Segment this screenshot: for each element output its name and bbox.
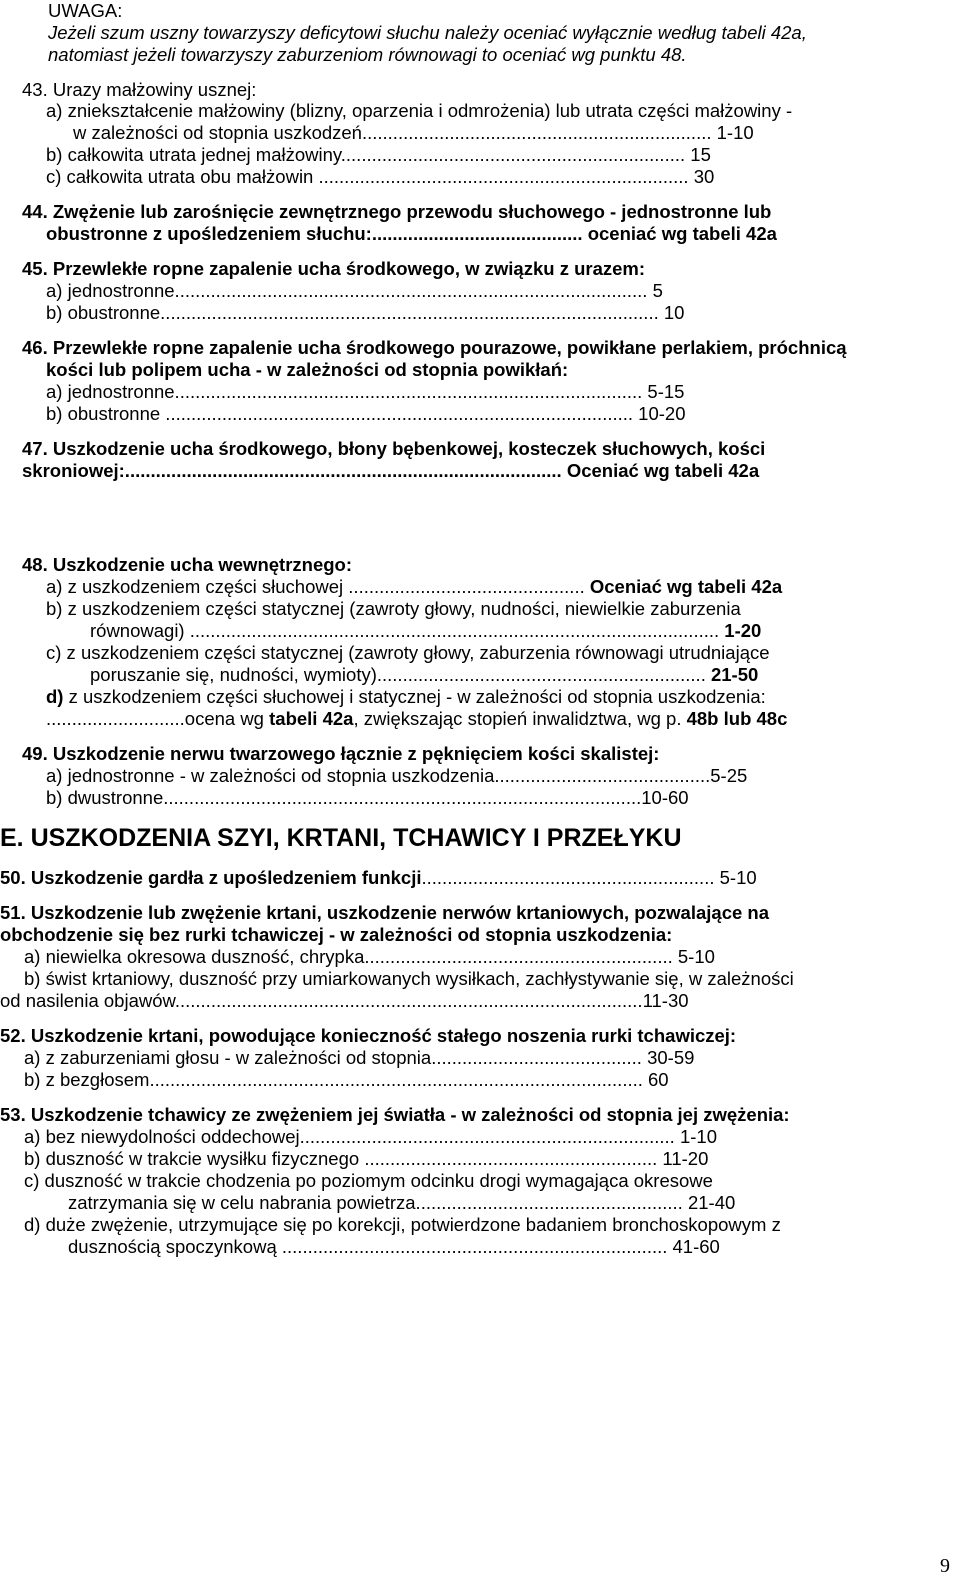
section-53-c-line-2: zatrzymania się w celu nabrania powietrza.................................................... 21-40	[68, 1192, 736, 1213]
section-43-c: c) całkowita utrata obu małżowin ........................................................................ 30	[46, 166, 715, 187]
section-53-title: 53. Uszkodzenie tchawicy ze zwężeniem jej światła - w zależności od stopnia jej zwężenia:	[0, 1104, 790, 1125]
page-number: 9	[940, 1555, 950, 1577]
section-48-d-label: d)	[46, 686, 64, 707]
section-50-dots: ......................................................... 5-10	[421, 867, 757, 888]
section-43-title: 43. Urazy małżowiny usznej:	[22, 79, 257, 100]
section-48-a-value: Oceniać wg tabeli 42a	[589, 576, 783, 597]
section-48-d-line-1	[46, 686, 766, 708]
section-53-b: b) duszność w trakcie wysiłku fizycznego ......................................................... 11-20	[24, 1148, 709, 1169]
section-48-c-line-2	[90, 664, 758, 686]
section-48-title: 48. Uszkodzenie ucha wewnętrznego:	[22, 554, 352, 575]
section-43-a-line-2: w zależności od stopnia uszkodzeń.................................................................... 1-10	[73, 122, 754, 143]
section-53-d-line-2: dusznością spoczynkową ........................................................................... 41-60	[68, 1236, 720, 1257]
chapter-e-heading: E. USZKODZENIA SZYI, KRTANI, TCHAWICY I PRZEŁYKU	[0, 824, 682, 852]
section-47-line-2: skroniowej:..................................................................................... Oceniać wg tabeli 42a	[22, 460, 760, 481]
section-48-c-line-1: c) z uszkodzeniem części statycznej (zawroty głowy, zaburzenia równowagi utrudniające	[46, 642, 770, 663]
section-48-d-line-2	[46, 708, 787, 730]
section-51-b-line-1: b) świst krtaniowy, duszność przy umiarkowanych wysiłkach, zachłystywanie się, w zależności	[24, 968, 794, 989]
section-52-title: 52. Uszkodzenie krtani, powodujące konieczność stałego noszenia rurki tchawiczej:	[0, 1025, 737, 1046]
section-48-d-lead: ...........................ocena wg	[46, 708, 270, 729]
section-52-a: a) z zaburzeniami głosu - w zależności od stopnia......................................... 30-59	[24, 1047, 695, 1068]
section-51-b-line-2: od nasilenia objawów...........................................................................................11-30	[0, 990, 689, 1011]
section-52-b: b) z bezgłosem................................................................................................ 60	[24, 1069, 669, 1090]
section-48-a	[46, 576, 782, 598]
section-49-b: b) dwustronne.............................................................................................10-60	[46, 787, 689, 808]
section-53-d-line-1: d) duże zwężenie, utrzymujące się po korekcji, potwierdzone badaniem bronchoskopowym z	[24, 1214, 781, 1235]
warning-line-1: Jeżeli szum uszny towarzyszy deficytowi słuchu należy oceniać wyłącznie według tabeli 42a,	[48, 22, 807, 43]
section-48-b-text: równowagi) .......................................................................................................	[90, 620, 725, 641]
section-45-title: 45. Przewlekłe ropne zapalenie ucha środkowego, w związku z urazem:	[22, 258, 646, 279]
section-49-a: a) jednostronne - w zależności od stopnia uszkodzenia..........................................5-25	[46, 765, 748, 786]
section-50-text: 50. Uszkodzenie gardła z upośledzeniem funkcji	[0, 867, 422, 888]
section-47-line-1: 47. Uszkodzenie ucha środkowego, błony bębenkowej, kosteczek słuchowych, kości	[22, 438, 766, 459]
section-53-a: a) bez niewydolności oddechowej......................................................................... 1-10	[24, 1126, 717, 1147]
section-46-line-2: kości lub polipem ucha - w zależności od stopnia powikłań:	[46, 359, 569, 380]
section-46-a: a) jednostronne........................................................................................... 5-15	[46, 381, 685, 402]
section-43-b: b) całkowita utrata jednej małżowiny................................................................... 15	[46, 144, 711, 165]
warning-line-2: natomiast jeżeli towarzyszy zaburzeniom równowagi to oceniać wg punktu 48.	[48, 44, 687, 65]
section-48-d-point-ref: 48b lub 48c	[686, 708, 788, 729]
section-50	[0, 867, 757, 889]
section-48-c-text: poruszanie się, nudności, wymioty)................................................................	[90, 664, 711, 685]
section-48-d-mid: , zwiększając stopień inwalidztwa, wg p.	[353, 708, 687, 729]
section-51-a: a) niewielka okresowa duszność, chrypka............................................................ 5-10	[24, 946, 715, 967]
section-46-line-1: 46. Przewlekłe ropne zapalenie ucha środkowego pourazowe, powikłane perlakiem, próchnicą	[22, 337, 847, 358]
section-44-line-1: 44. Zwężenie lub zarośnięcie zewnętrznego przewodu słuchowego - jednostronne lub	[22, 201, 772, 222]
section-53-c-line-1: c) duszność w trakcie chodzenia po poziomym odcinku drogi wymagająca okresowe	[24, 1170, 713, 1191]
warning-label: UWAGA:	[48, 0, 123, 21]
section-48-b-value: 1-20	[724, 620, 762, 641]
section-45-b: b) obustronne................................................................................................. 10	[46, 302, 685, 323]
section-48-b-line-2	[90, 620, 761, 642]
section-48-b-line-1: b) z uszkodzeniem części statycznej (zawroty głowy, nudności, niewielkie zaburzenia	[46, 598, 741, 619]
section-45-a: a) jednostronne............................................................................................ 5	[46, 280, 663, 301]
section-48-a-text: a) z uszkodzeniem części słuchowej ..............................................	[46, 576, 590, 597]
section-51-line-1: 51. Uszkodzenie lub zwężenie krtani, uszkodzenie nerwów krtaniowych, pozwalające na	[0, 902, 769, 923]
section-48-d-text: z uszkodzeniem części słuchowej i statycznej - w zależności od stopnia uszkodzenia:	[63, 686, 766, 707]
section-48-c-value: 21-50	[710, 664, 759, 685]
section-44-line-2: obustronne z upośledzeniem słuchu:......................................... oceniać wg tabeli 42a	[46, 223, 777, 244]
section-49-title: 49. Uszkodzenie nerwu twarzowego łącznie z pęknięciem kości skalistej:	[22, 743, 660, 764]
section-46-b: b) obustronne ........................................................................................... 10-20	[46, 403, 686, 424]
section-48-d-table-ref: tabeli 42a	[269, 708, 354, 729]
section-43-a-line-1: a) zniekształcenie małżowiny (blizny, oparzenia i odmrożenia) lub utrata części małżowiny -	[46, 100, 793, 121]
section-51-line-2: obchodzenie się bez rurki tchawiczej - w zależności od stopnia uszkodzenia:	[0, 924, 673, 945]
